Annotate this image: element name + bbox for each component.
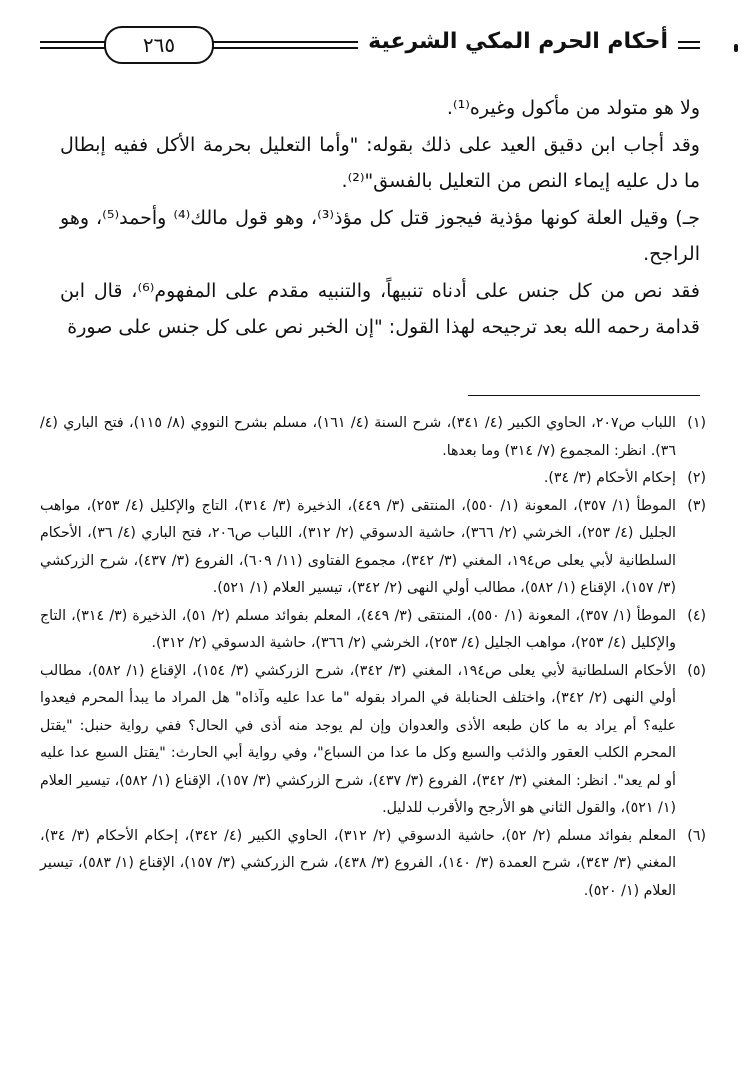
paragraph: فقد نص من كل جنس على أدناه تنبيهاً، والتنبيه مقدم على المفهوم⁽⁶⁾، قال ابن قدامة رحمه الله بعد ترجيحه لهذا القول: "إن الخبر نص على كل جنس على صورة <box>60 279 700 338</box>
paragraph: ولا هو متولد من مأكول وغيره⁽¹⁾. <box>446 97 700 119</box>
footnote <box>40 493 706 603</box>
page-number: ٢٦٥ <box>104 26 214 64</box>
footnote-text: اللباب ص٢٠٧، الحاوي الكبير (٤/ ٣٤١)، شرح السنة (٤/ ١٦١)، مسلم بشرح النووي (٨/ ١١٥)، فتح الباري (٤/ ٣٦). انظر: المجموع (٧/ ٣١٤) وما بعدها. <box>40 415 677 459</box>
footnote-text: الموطأ (١/ ٣٥٧)، المعونة (١/ ٥٥٠)، المنتقى (٣/ ٤٤٩)، الذخيرة (٣/ ٣١٤)، التاج والإكليل (٤/ ٢٥٣)، مواهب الجليل (٤/ ٢٥٣)، الخرشي (٢/ ٣٦٦)، حاشية الدسوقي (٢/ ٣١٢)، اللباب ص٢٠٦، فتح الباري (٤/ ٣٦)، الأحكام السلطانية لأبي يعلى ص١٩٤، المغني (٣/ ٣٤٢)، مجموع الفتاوى (١١/ ٦٠٩)، الفروع (٣/ ٤٣٧)، شرح الزركشي (٣/ ١٥٧)، الإقناع (١/ ٥٨٢)، مطالب أولي النهى (٢/ ٣٤٢)، تيسير العلام (١/ ٥٢١). <box>40 497 676 596</box>
footnote-text: إحكام الأحكام (٣/ ٣٤). <box>543 470 676 486</box>
footnote-text: المعلم بفوائد مسلم (٢/ ٥٢)، حاشية الدسوقي (٢/ ٣١٢)، الحاوي الكبير (٤/ ٣٤٢)، إحكام الأحكام (٣/ ٣٤)، المغني (٣/ ٣٤٣)، شرح العمدة (٣/ ١٤٠)، الفروع (٣/ ٤٣٨)، شرح الزركشي (٣/ ١٥٧)، الإقناع (١/ ٥٨٣)، تيسير العلام (١/ ٥٢٠). <box>40 827 677 899</box>
page-header <box>40 14 700 70</box>
footnote <box>40 823 706 906</box>
footnote <box>40 658 706 823</box>
footnote-text: الأحكام السلطانية لأبي يعلى ص١٩٤، المغني (٣/ ٣٤٢)، شرح الزركشي (٣/ ١٥٤)، الإقناع (١/ ٥٨٢)، مطالب أولي النهى (٢/ ٣٤٢)، واختلف الحنابلة في المراد بقوله "ما عدا عليه وآذاه" هل المراد ما يبدأ المحرم فيعدوا عليه؟ أم يراد به ما كان طبعه الأذى والعدوان وإن لم يوجد منه أذى في الحال؟ ففي رواية حنبل: "يقتل المحرم الكلب العقور والذئب والسبع وكل ما عدا من السباع"، وفي رواية أبي الحارث: "يقتل السبع عدا عليه أو لم يعد". انظر: المغني (٣/ ٣٤٢)، الفروع (٣/ ٤٣٧)، شرح الزركشي (٣/ ١٥٧)، الإقناع (١/ ٥٨٢)، تيسير العلام (١/ ٥٢١)، والقول الثاني هو الأرجح والأقرب للدليل. <box>40 662 677 816</box>
margin-mark <box>734 44 738 52</box>
paragraph: وقد أجاب ابن دقيق العيد على ذلك بقوله: "وأما التعليل بحرمة الأكل ففيه إبطال ما دل عليه إيماء النص من التعليل بالفسق"⁽²⁾. <box>60 133 700 192</box>
footnote-number: (٤) <box>687 607 706 624</box>
footnote-number: (١) <box>687 415 706 431</box>
footnote-number: (٥) <box>687 662 706 679</box>
footnote-number: (٢) <box>687 470 706 486</box>
footnote-separator <box>468 395 700 396</box>
footnote-number: (٣) <box>687 497 706 514</box>
footnote <box>40 410 706 465</box>
footnote <box>40 603 706 658</box>
running-title: أحكام الحرم المكي الشرعية <box>358 28 678 56</box>
footnote <box>40 465 706 493</box>
main-text <box>60 90 700 346</box>
footnote-text: الموطأ (١/ ٣٥٧)، المعونة (١/ ٥٥٠)، المنتقى (٣/ ٤٤٩)، المعلم بفوائد مسلم (٢/ ٥١)، الذخيرة (٣/ ٣١٤)، التاج والإكليل (٤/ ٢٥٣)، مواهب الجليل (٤/ ٢٥٣)، الخرشي (٢/ ٣٦٦)، حاشية الدسوقي (٢/ ٣١٢). <box>40 607 676 651</box>
footnote-number: (٦) <box>687 827 706 844</box>
footnotes <box>40 410 706 905</box>
paragraph: جـ) وقيل العلة كونها مؤذية فيجوز قتل كل مؤذ⁽³⁾، وهو قول مالك⁽⁴⁾ وأحمد⁽⁵⁾، وهو الراجح. <box>60 206 700 265</box>
